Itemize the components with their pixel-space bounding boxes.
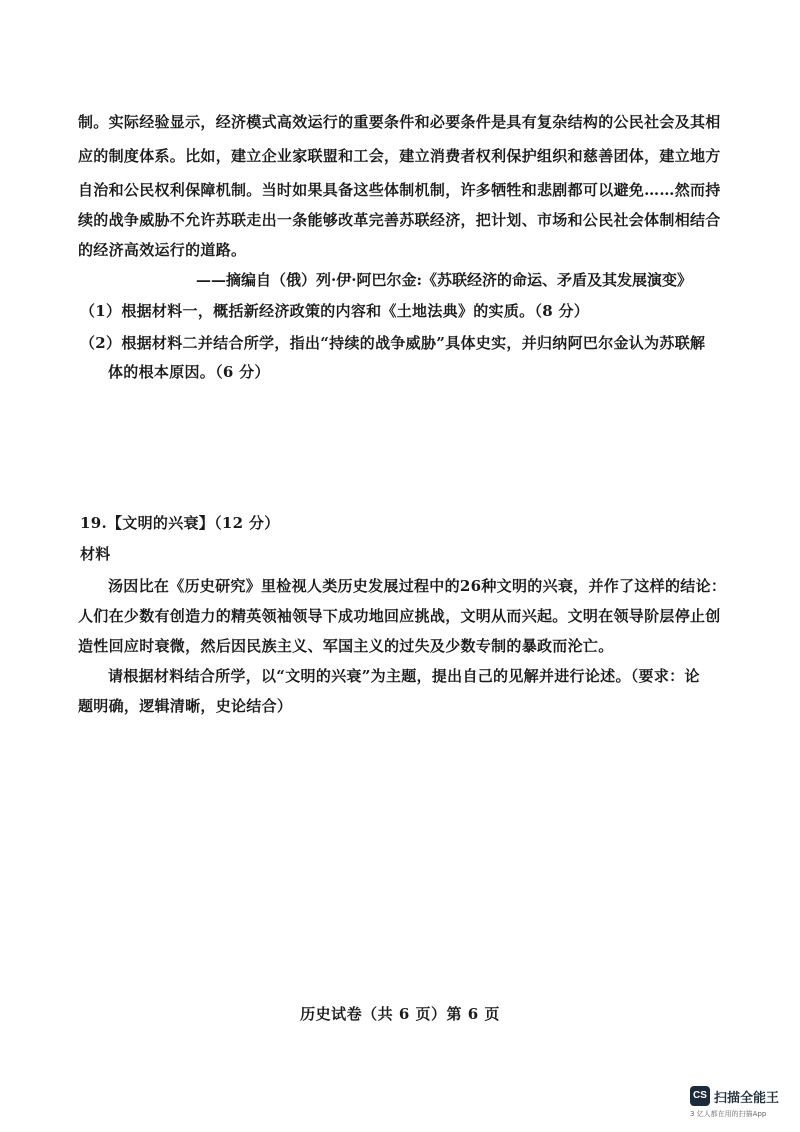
passage-line-2: 应的制度体系。比如，建立企业家联盟和工会，建立消费者权利保护组织和慈善团体，建立地方: [78, 147, 721, 165]
question-18-part-2-cont: 体的根本原因。（6 分）: [108, 363, 270, 381]
watermark-app-name: 扫描全能王: [714, 1091, 780, 1106]
camscanner-logo-icon: CS: [690, 1086, 710, 1106]
scanner-watermark: [690, 1086, 794, 1126]
prompt-line-2: 题明确，逻辑清晰，史论结合）: [78, 697, 293, 715]
page-footer: 历史试卷（共 6 页）第 6 页: [300, 1005, 500, 1023]
material-label: 材料: [80, 545, 111, 563]
source-citation: ——摘编自（俄）列·伊·阿巴尔金:《苏联经济的命运、矛盾及其发展演变》: [196, 271, 692, 289]
watermark-tagline: 3 亿人都在用的扫描App: [690, 1110, 767, 1118]
question-18-part-2: （2）根据材料二并结合所学，指出“持续的战争威胁”具体史实，并归纳阿巴尔金认为苏联解: [80, 334, 706, 352]
passage-line-3: 自治和公民权利保障机制。当时如果具备这些体制机制，许多牺牲和悲剧都可以避免……然而持: [78, 181, 721, 199]
material-line-3: 造性回应时衰微，然后因民族主义、军国主义的过失及少数专制的暴政而沦亡。: [78, 637, 614, 655]
material-line-1: 汤因比在《历史研究》里检视人类历史发展过程中的26种文明的兴衰，并作了这样的结论：: [108, 577, 727, 595]
material-line-2: 人们在少数有创造力的精英领袖领导下成功地回应挑战，文明从而兴起。文明在领导阶层停止创: [78, 607, 721, 625]
question-18-part-1: （1）根据材料一，概括新经济政策的内容和《土地法典》的实质。（8 分）: [80, 302, 590, 320]
passage-line-4: 续的战争威胁不允许苏联走出一条能够改革完善苏联经济，把计划、市场和公民社会体制相结合: [78, 211, 721, 229]
passage-line-1: 制。实际经验显示，经济模式高效运行的重要条件和必要条件是具有复杂结构的公民社会及其相: [78, 113, 721, 131]
prompt-line-1: 请根据材料结合所学，以“文明的兴衰”为主题，提出自己的见解并进行论述。（要求：论: [108, 667, 700, 685]
passage-line-5: 的经济高效运行的道路。: [78, 241, 247, 259]
question-19-heading: 19.【文明的兴衰】（12 分）: [80, 514, 280, 532]
